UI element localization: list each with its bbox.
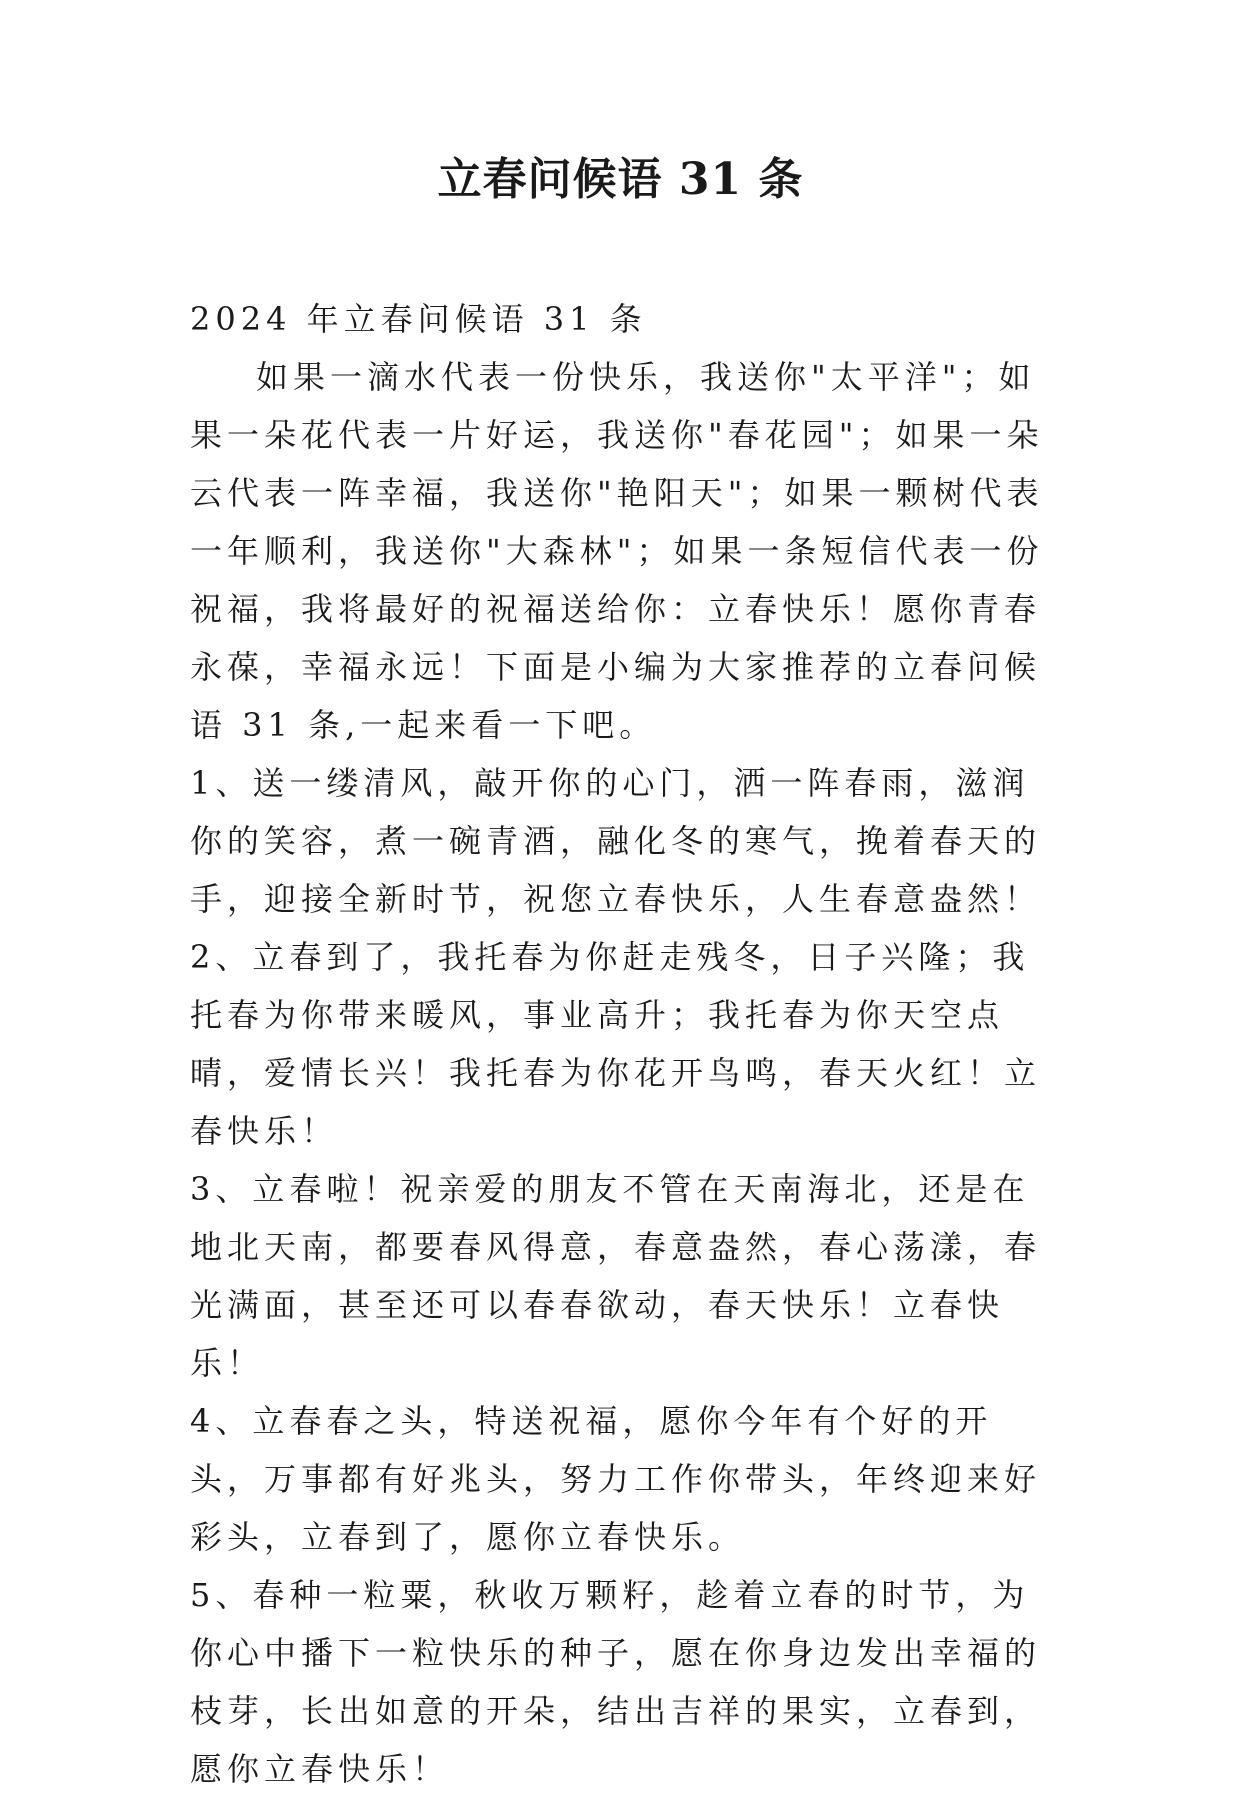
subtitle-paragraph: 2024 年立春问候语 31 条 <box>190 300 647 338</box>
greeting-item-1: 1、送一缕清风，敲开你的心门，洒一阵春雨，滋润你的笑容，煮一碗青酒，融化冬的寒气，挽着春天的手，迎接全新时节，祝您立春快乐，人生春意盎然！ <box>190 764 1042 918</box>
greeting-item-3: 3、立春啦！祝亲爱的朋友不管在天南海北，还是在地北天南，都要春风得意，春意盎然，春心荡漾，春光满面，甚至还可以春春欲动，春天快乐！立春快乐！ <box>190 1170 1042 1382</box>
document-body <box>190 290 1060 1798</box>
document-title: 立春问候语 31 条 <box>437 154 804 205</box>
greeting-item-5: 5、春种一粒粟，秋收万颗籽，趁着立春的时节，为你心中播下一粒快乐的种子，愿在你身边发出幸福的枝芽，长出如意的开朵，结出吉祥的果实，立春到，愿你立春快乐！ <box>190 1576 1042 1788</box>
greeting-item-2: 2、立春到了，我托春为你赶走残冬，日子兴隆；我托春为你带来暖风，事业高升；我托春为你天空点晴，爱情长兴！我托春为你花开鸟鸣，春天火红！立春快乐！ <box>190 938 1042 1150</box>
intro-paragraph: 如果一滴水代表一份快乐，我送你"太平洋"；如果一朵花代表一片好运，我送你"春花园"；如果一朵云代表一阵幸福，我送你"艳阳天"；如果一颗树代表一年顺利，我送你"大森林"；如果一条短信代表一份祝福，我将最好的祝福送给你：立春快乐！愿你青春永葆，幸福永远！下面是小编为大家推荐的立春问候语 31 条,一起来看一下吧。 <box>190 358 1044 744</box>
greeting-item-4: 4、立春春之头，特送祝福，愿你今年有个好的开头，万事都有好兆头，努力工作你带头，年终迎来好彩头，立春到了，愿你立春快乐。 <box>190 1402 1042 1556</box>
